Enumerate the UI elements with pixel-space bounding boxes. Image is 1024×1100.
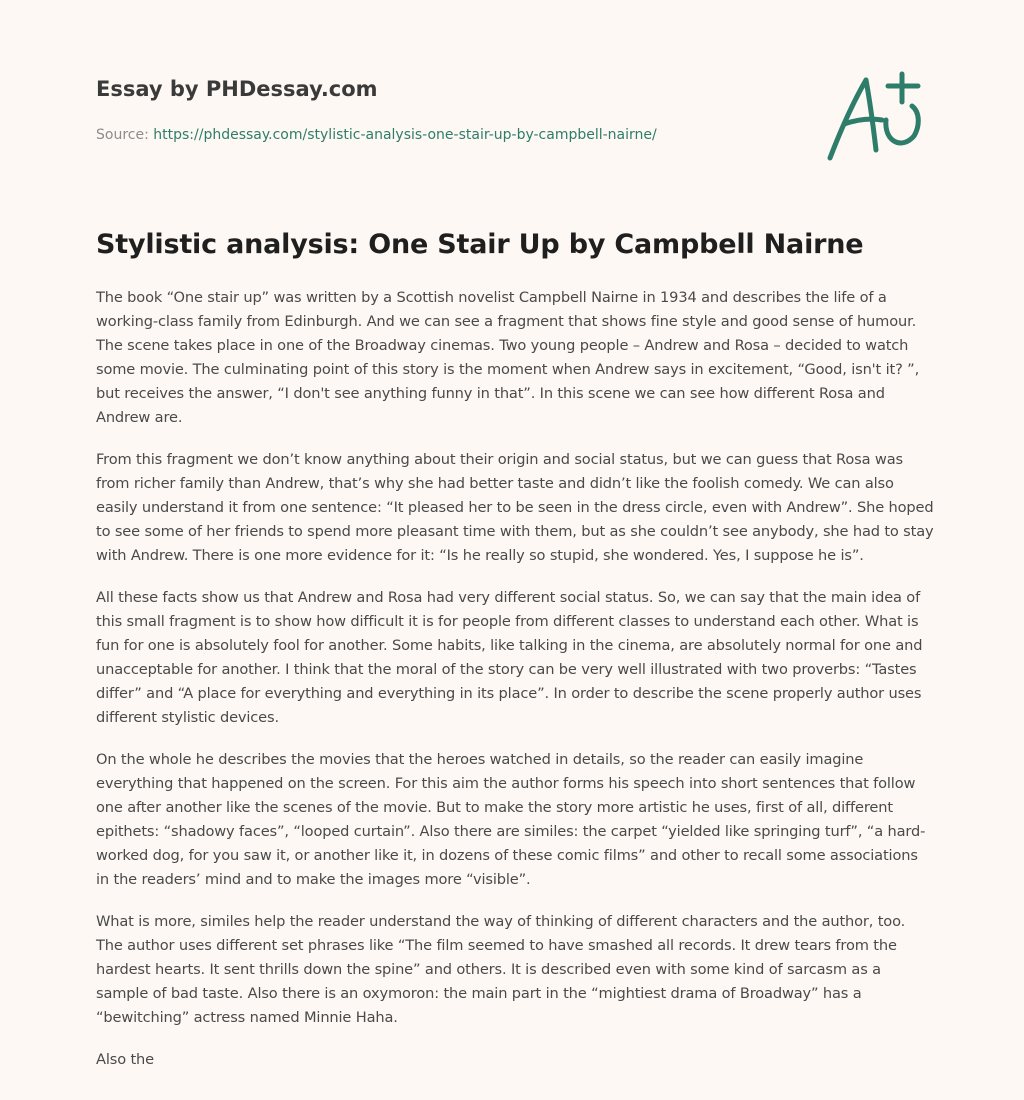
- essay-body: [96, 286, 934, 1090]
- a-plus-logo-icon: [820, 66, 930, 166]
- essay-title: Stylistic analysis: One Stair Up by Campbell Nairne: [96, 229, 864, 260]
- essay-paragraph: All these facts show us that Andrew and Rosa had very different social status. So, we can say that the main idea of this small fragment is to show how difficult it is for people from different classes to understand each other. What is fun for one is absolutely fool for another. Some habits, like talking in the cinema, are absolutely normal for one and unacceptable for another. I think that the moral of the story can be very well illustrated with two proverbs: “Tastes differ” and “A place for everything and everything in its place”. In order to describe the scene properly author uses different stylistic devices.: [96, 589, 923, 726]
- essay-paragraph: From this fragment we don’t know anything about their origin and social status, but we can guess that Rosa was from richer family than Andrew, that’s why she had better taste and didn’t like the foolish comedy. We can also easily understand it from one sentence: “It pleased her to be seen in the dress circle, even with Andrew”. She hoped to see some of her friends to spend more pleasant time with them, but as she couldn’t see anybody, she had to stay with Andrew. There is one more evidence for it: “Is he really so stupid, she wondered. Yes, I suppose he is”.: [96, 451, 934, 564]
- essay-paragraph-truncated: Also the: [96, 1051, 154, 1068]
- source-link[interactable]: https://phdessay.com/stylistic-analysis-one-stair-up-by-campbell-nairne/: [153, 127, 657, 143]
- source-label: Source:: [96, 127, 154, 143]
- essay-header: [96, 74, 796, 145]
- essay-paragraph: On the whole he describes the movies that the heroes watched in details, so the reader can easily imagine everything that happened on the screen. For this aim the author forms his speech into short sentences that follow one after another like the scenes of the movie. But to make the story more artistic he uses, first of all, different epithets: “shadowy faces”, “looped curtain”. Also there are similes: the carpet “yielded like springing turf”, “a hard-worked dog, for you saw it, or another like it, in dozens of these comic films” and other to recall some associations in the readers’ mind and to make the images more “visible”.: [96, 751, 926, 888]
- essay-paragraph: The book “One stair up” was written by a Scottish novelist Campbell Nairne in 1934 and describes the life of a working-class family from Edinburgh. And we can see a fragment that shows fine style and good sense of humour. The scene takes place in one of the Broadway cinemas. Two young people – Andrew and Rosa – decided to watch some movie. The culminating point of this story is the moment when Andrew says in excitement, “Good, isn't it? ”, but receives the answer, “I don't see anything funny in that”. In this scene we can see how different Rosa and Andrew are.: [96, 289, 920, 426]
- brand-title: Essay by PHDessay.com: [96, 77, 378, 101]
- essay-paragraph: What is more, similes help the reader understand the way of thinking of different characters and the author, too. The author uses different set phrases like “The film seemed to have smashed all records. It drew tears from the hardest hearts. It sent thrills down the spine” and others. It is described even with some kind of sarcasm as a sample of bad taste. Also there is an oxymoron: the main part in the “mightiest drama of Broadway” has a “bewitching” actress named Minnie Haha.: [96, 913, 906, 1026]
- source-line: [96, 125, 796, 145]
